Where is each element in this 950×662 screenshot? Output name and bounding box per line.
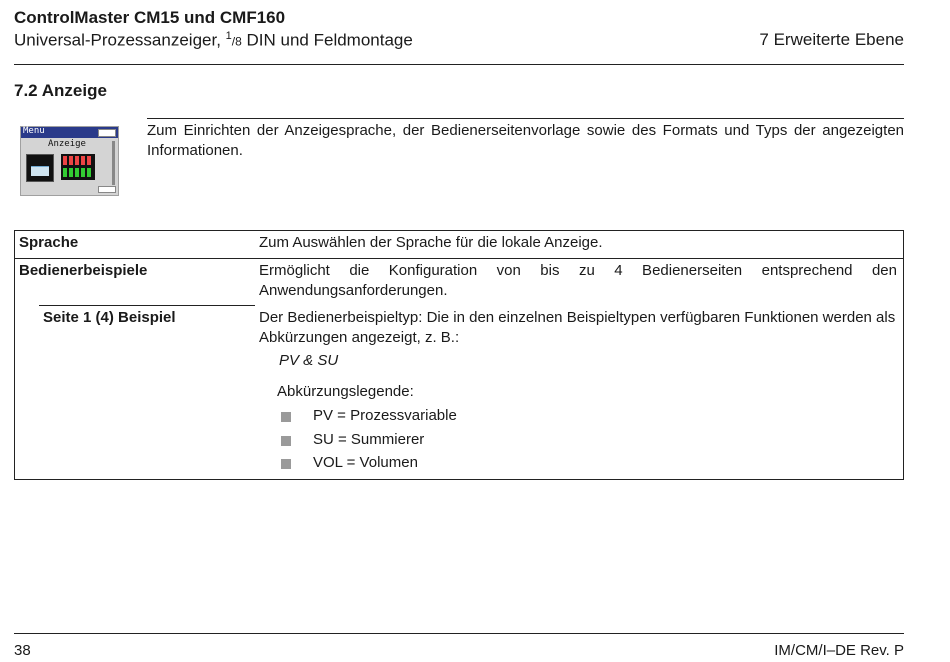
- menu-title-bar: [21, 127, 118, 138]
- section-heading: 7.2 Anzeige: [14, 81, 107, 100]
- green-digits-icon: [63, 168, 93, 177]
- red-digits-icon: [63, 156, 93, 165]
- section-divider: [147, 118, 904, 119]
- legend-item: [281, 407, 457, 431]
- square-bullet-icon: [281, 412, 291, 422]
- legend-title: Abkürzungslegende:: [277, 383, 414, 400]
- fraction-numerator: 1: [225, 30, 232, 42]
- legend-item-text: SU = Summierer: [313, 430, 425, 448]
- document-reference: IM/CM/I–DE Rev. P: [774, 642, 904, 659]
- square-bullet-icon: [281, 436, 291, 446]
- param-desc-bedienerbeispiele: Ermöglicht die Konfiguration von bis zu 4 Bedienerseiten entsprechend den Anwendungsanforderungen.: [259, 262, 897, 299]
- display-screen-icon: [26, 154, 54, 182]
- thumbnail-screen-title: Anzeige: [48, 139, 86, 149]
- page-number: 38: [14, 642, 31, 659]
- close-box-icon: [98, 129, 116, 137]
- example-abbreviation: PV & SU: [279, 352, 339, 369]
- document-title: ControlMaster CM15 und CMF160: [14, 8, 286, 27]
- row-divider: [15, 258, 903, 259]
- square-bullet-icon: [281, 459, 291, 469]
- screen-content-icon: [31, 166, 49, 176]
- param-label-seite-beispiel: Seite 1 (4) Beispiel: [43, 309, 176, 326]
- section-intro: Zum Einrichten der Anzeigesprache, der Bedienerseitenvorlage sowie des Formats und Typs der angezeigten Informationen.: [147, 122, 904, 159]
- footer-box-icon: [98, 186, 116, 193]
- parameter-table: [14, 230, 904, 480]
- subtitle-text-after: DIN und Feldmontage: [241, 30, 413, 50]
- abbreviation-legend: [281, 407, 457, 478]
- fraction-denominator: /8: [231, 34, 242, 49]
- scrollbar-icon: [112, 141, 115, 185]
- digital-readout-icon: [61, 154, 95, 180]
- param-desc-seite-beispiel: Der Bedienerbeispieltyp: Die in den einzelnen Beispieltypen verfügbaren Funktionen werden als Abkürzungen angezeigt, z. B.:: [259, 309, 896, 346]
- sub-row-divider: [39, 305, 255, 306]
- page-header: [14, 6, 904, 66]
- legend-item-text: PV = Prozessvariable: [313, 407, 457, 424]
- legend-item: [281, 454, 457, 478]
- document-subtitle: [14, 30, 413, 51]
- param-label-sprache: Sprache: [19, 234, 79, 251]
- footer-divider: [14, 633, 904, 634]
- header-divider: [14, 64, 904, 65]
- legend-item: [281, 431, 457, 455]
- param-desc-sprache: Zum Auswählen der Sprache für die lokale Anzeige.: [259, 234, 603, 251]
- param-label-bedienerbeispiele: Bedienerbeispiele: [19, 262, 148, 279]
- chapter-label: 7 Erweiterte Ebene: [759, 30, 904, 49]
- legend-item-text: VOL = Volumen: [313, 454, 418, 471]
- menu-screen-thumbnail: [20, 126, 119, 196]
- subtitle-text-before: Universal-Prozessanzeiger,: [14, 30, 226, 50]
- menu-label: Menu: [23, 126, 45, 136]
